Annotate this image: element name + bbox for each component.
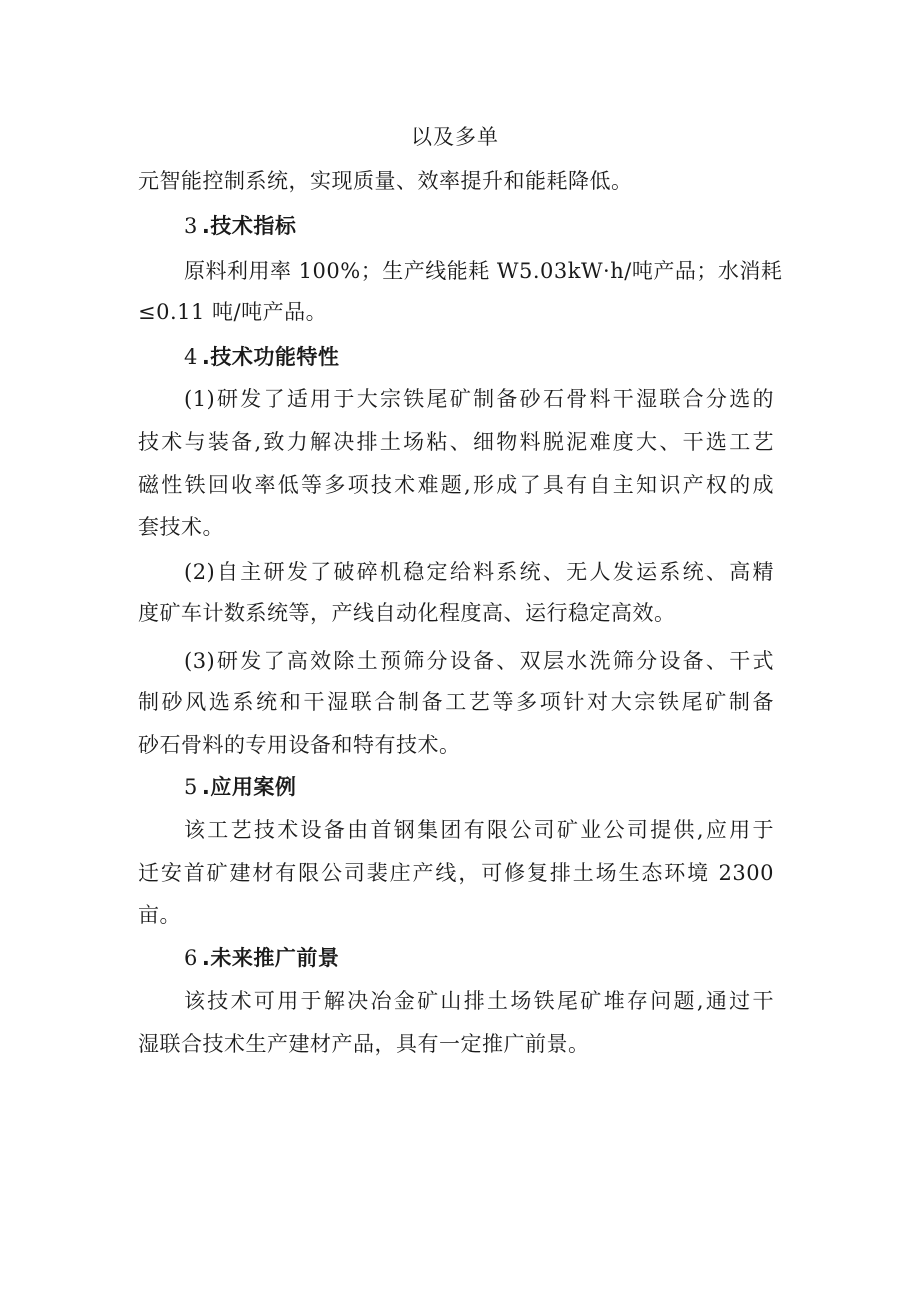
paragraph-line: 迁安首矿建材有限公司裴庄产线，可修复排土场生态环境 2300 <box>138 861 774 885</box>
section-heading-4 <box>184 342 339 372</box>
section-title: .应用案例 <box>201 775 297 799</box>
paragraph-line: 磁性铁回收率低等多项技术难题,形成了具有自主知识产权的成 <box>138 473 774 497</box>
section-number: 3 <box>184 214 198 238</box>
section-title: .技术功能特性 <box>201 345 340 369</box>
text-fragment: 以及多单 <box>411 125 499 149</box>
paragraph-line: 套技术。 <box>138 515 224 539</box>
section-heading-3 <box>184 211 296 241</box>
paragraph-line: (2)自主研发了破碎机稳定给料系统、无人发运系统、高精 <box>184 560 774 584</box>
paragraph-line: ≤0.11 吨/吨产品。 <box>138 300 328 324</box>
paragraph-line: 该技术可用于解决冶金矿山排土场铁尾矿堆存问题,通过干 <box>184 989 774 1013</box>
section-heading-6 <box>184 943 339 973</box>
section-number: 5 <box>184 775 198 799</box>
paragraph-line: 湿联合技术生产建材产品，具有一定推广前景。 <box>138 1032 590 1056</box>
paragraph-line: (3)研发了高效除土预筛分设备、双层水洗筛分设备、干式 <box>184 649 774 673</box>
section-title: .未来推广前景 <box>201 946 340 970</box>
paragraph-line: 制砂风选系统和干湿联合制备工艺等多项针对大宗铁尾矿制备 <box>138 690 774 714</box>
section-heading-5 <box>184 772 296 802</box>
paragraph-line: 亩。 <box>138 903 181 927</box>
paragraph-line: 砂石骨料的专用设备和特有技术。 <box>138 733 461 757</box>
paragraph-line: 元智能控制系统，实现质量、效率提升和能耗降低。 <box>138 169 633 193</box>
paragraph-line: 该工艺技术设备由首钢集团有限公司矿业公司提供,应用于 <box>184 818 774 842</box>
section-title: .技术指标 <box>201 214 297 238</box>
paragraph-line: 原料利用率 100%；生产线能耗 W5.03kW·h/吨产品；水消耗 <box>184 259 783 283</box>
paragraph-line: 技术与装备,致力解决排土场粘、细物料脱泥难度大、干选工艺 <box>138 430 774 454</box>
paragraph-line: (1)研发了适用于大宗铁尾矿制备砂石骨料干湿联合分选的 <box>184 387 774 411</box>
section-number: 6 <box>184 946 198 970</box>
paragraph-line: 度矿车计数系统等，产线自动化程度高、运行稳定高效。 <box>138 601 676 625</box>
section-number: 4 <box>184 345 198 369</box>
